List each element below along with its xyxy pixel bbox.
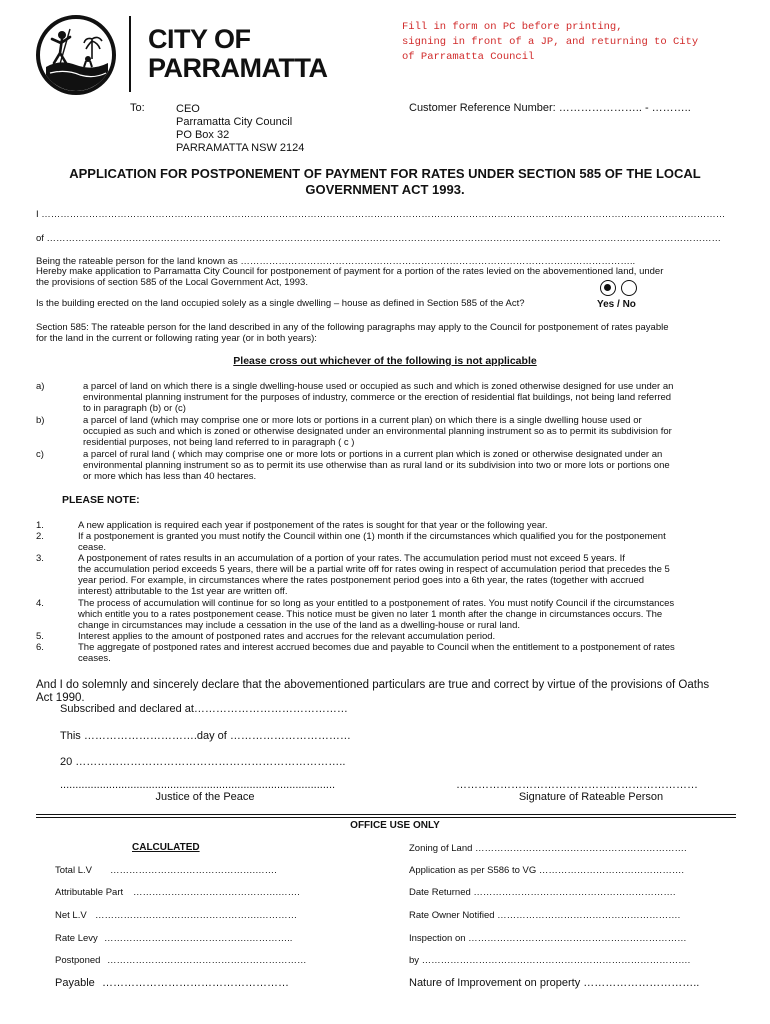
- note-number: 5.: [36, 631, 44, 642]
- note-line: ceases.: [78, 653, 111, 664]
- declaration-text: [36, 679, 736, 705]
- note-number: 1.: [36, 520, 44, 531]
- rateable-caption: Signature of Rateable Person: [518, 791, 664, 803]
- option-line: occupied as such and which is zoned or otherwise designated under an environmental planning instrument so as to permit its subdivision for: [83, 426, 672, 437]
- note-number: 2.: [36, 531, 44, 542]
- zoning-of-land-field[interactable]: Zoning of Land ………………………………………………………….: [409, 843, 687, 854]
- note-line: The process of accumulation will continue for so long as your entitled to a postponement of rates. You must notify Council if the circumstances: [78, 598, 675, 609]
- logo-divider: [129, 16, 131, 92]
- inspection-by-field[interactable]: by ………………………………………………………………………….: [409, 955, 691, 966]
- to-label: To:: [130, 102, 145, 114]
- hereby-text-2: the provisions of section 585 of the Local Government Act, 1993.: [36, 277, 308, 288]
- please-note-heading: PLEASE NOTE:: [62, 494, 140, 506]
- total-lv-label: Total L.V: [55, 865, 92, 876]
- note-item: [78, 598, 736, 631]
- office-use-heading: OFFICE USE ONLY: [350, 820, 440, 831]
- applicant-name-field[interactable]: I ………………………………………………………………………………………………………………………………………………………………………………………………: [36, 209, 726, 220]
- option-line: a parcel of rural land ( which may comprise one or more lots or portions in a current plan which is zoned or otherwise designated under an: [83, 449, 663, 460]
- nature-of-improvement-field[interactable]: Nature of Improvement on property …………………………..: [409, 977, 700, 989]
- address-line: PARRAMATTA NSW 2124: [176, 142, 305, 154]
- net-lv-field[interactable]: …………………………………………….…………: [95, 910, 298, 921]
- instruction-line: of Parramatta Council: [402, 51, 535, 63]
- option-line: a parcel of land on which there is a single dwelling-house used or occupied as such and which is zoned otherwise designed for use under an: [83, 381, 674, 392]
- note-line: the accumulation period exceeds 5 years, there will be a partial write off for rates owing in respect of accumulation period that precedes the 5: [78, 564, 670, 575]
- customer-reference-field[interactable]: Customer Reference Number: ………………….. - ………..: [409, 102, 691, 114]
- divider-bottom: [36, 817, 736, 818]
- council-logo: [36, 15, 116, 95]
- subscribed-at-field[interactable]: Subscribed and declared at……………………………………: [60, 703, 348, 715]
- divider-top: [36, 814, 736, 815]
- total-lv-field[interactable]: ……………………………………….…….: [110, 865, 277, 876]
- option-b-text[interactable]: [83, 415, 735, 448]
- rate-owner-notified-field[interactable]: Rate Owner Notified ………………………………………………….: [409, 910, 681, 921]
- note-line: change in circumstances may include a cessation in the use of the land as a dwelling-house or rural land.: [78, 620, 521, 631]
- note-line: which entitle you to a rates postponement cease. This notice must be given no later 1 month after the change in circumstances occurs. The: [78, 609, 663, 620]
- postponed-label: Postponed: [55, 955, 101, 966]
- option-label-b: b): [36, 415, 45, 426]
- note-item: [78, 531, 736, 553]
- note-number: 6.: [36, 642, 44, 653]
- application-s586-field[interactable]: Application as per S586 to VG ……………………………………….: [409, 865, 685, 876]
- calculated-heading: CALCULATED: [132, 842, 200, 853]
- option-line: environmental planning instrument so as to permit its use otherwise than as rural land or its subdivision into two or more lots or portions one: [83, 460, 670, 471]
- year-field[interactable]: 20 ………………………………………………………………..: [60, 756, 346, 768]
- note-line: Interest applies to the amount of postponed rates and accrues for the relevant accumulation period.: [78, 631, 496, 642]
- declaration-line: And I do solemnly and sincerely declare that the abovementioned particulars are true and correct by virtue of the provisions of Oaths: [36, 679, 710, 691]
- title-line: GOVERNMENT ACT 1993.: [305, 182, 465, 197]
- section-585-text-2: for the land in the current or following rating year (or in both years):: [36, 333, 317, 344]
- jp-caption: Justice of the Peace: [155, 791, 255, 803]
- option-line: environmental planning instrument for the purposes of industry, commerce or the erection of residential flat buildings, not being land referred: [83, 392, 672, 403]
- note-line: The aggregate of postponed rates and interest accrued becomes due and payable to Council when the entitlement to a postponement of rates: [78, 642, 675, 653]
- applicant-address-field[interactable]: of ……………………………………………………………………………………………………………………………………………………………………………………………: [36, 233, 722, 244]
- option-c-text[interactable]: [83, 449, 735, 482]
- logo-city-of: CITY OF: [148, 24, 251, 54]
- option-label-a: a): [36, 381, 45, 392]
- logo-emblem-icon: [40, 19, 112, 91]
- land-known-as-field[interactable]: Being the rateable person for the land known as ……………………………………………………………………………………………………………..: [36, 256, 636, 267]
- no-radio[interactable]: [621, 280, 637, 296]
- note-item: [78, 642, 736, 664]
- title-line: APPLICATION FOR POSTPONEMENT OF PAYMENT FOR RATES UNDER SECTION 585 OF THE LOCAL: [69, 166, 701, 181]
- hereby-text: Hereby make application to Parramatta City Council for postponement of payment for a portion of the rates levied on the abovementioned land, under: [36, 266, 664, 277]
- address-line: CEO: [176, 103, 200, 115]
- note-line: interest) attributable to the 1st year are written off.: [78, 586, 288, 597]
- rateable-signature-line[interactable]: …………………………………………………………: [456, 779, 698, 791]
- postponed-field[interactable]: ………………………………………………………: [107, 955, 307, 966]
- form-title: [20, 166, 750, 198]
- attributable-part-field[interactable]: ……………………………………….…….: [133, 887, 300, 898]
- option-line: a parcel of land (which may comprise one or more lots or portions in a current plan) on which there is a single dwelling house used or: [83, 415, 642, 426]
- note-item: [78, 553, 736, 597]
- note-item: [78, 631, 736, 642]
- section-585-text: Section 585: The rateable person for the land described in any of the following paragraphs may apply to the Council for postponement of rates payable: [36, 322, 669, 333]
- cross-out-heading: Please cross out whichever of the following is not applicable: [233, 355, 537, 367]
- note-line: A new application is required each year if postponement of the rates is sought for that year or the following year.: [78, 520, 548, 531]
- declaration-line: Act 1990.: [36, 692, 85, 704]
- jp-signature-line[interactable]: ..........................................................................................: [60, 780, 336, 791]
- option-line: to in paragraph (b) or (c): [83, 403, 186, 414]
- instruction-line: Fill in form on PC before printing,: [402, 21, 623, 33]
- note-line: If a postponement is granted you must notify the Council within one (1) month if the circumstances which qualified you for the postponement: [78, 531, 666, 542]
- note-line: cease.: [78, 542, 106, 553]
- instruction-note: [402, 20, 752, 65]
- option-label-c: c): [36, 449, 44, 460]
- rate-levy-label: Rate Levy: [55, 933, 98, 944]
- date-day-field[interactable]: This ………………………….day of ……………………………: [60, 730, 351, 742]
- option-a-text[interactable]: [83, 381, 735, 414]
- attributable-part-label: Attributable Part: [55, 887, 124, 898]
- address-line: PO Box 32: [176, 129, 230, 141]
- inspection-on-field[interactable]: Inspection on ……………………………………………………………: [409, 933, 687, 944]
- option-line: residential purposes, not being land referred to in paragraph ( c ): [83, 437, 355, 448]
- note-number: 3.: [36, 553, 44, 564]
- payable-label: Payable: [55, 977, 95, 989]
- date-returned-field[interactable]: Date Returned ……………………………………………………….: [409, 887, 676, 898]
- note-line: A postponement of rates results in an accumulation of a portion of your rates. The accumulation period must not exceed 5 years. If: [78, 553, 625, 564]
- yes-radio[interactable]: [600, 280, 616, 296]
- note-line: year period. For example, in circumstances where the rates postponement period goes into a 6th year, the rates (together with accrued: [78, 575, 645, 586]
- option-line: or more which has less than 40 hectares.: [83, 471, 257, 482]
- dwelling-question: Is the building erected on the land occupied solely as a single dwelling – house as defined in Section 585 of the Act?: [36, 298, 525, 309]
- recipient-address: [176, 103, 304, 155]
- rate-levy-field[interactable]: ……………………………………….…………..: [104, 933, 293, 944]
- payable-field[interactable]: ……………………………………………: [102, 977, 289, 989]
- note-item: [78, 520, 736, 531]
- logo-parramatta: PARRAMATTA: [148, 53, 328, 83]
- note-number: 4.: [36, 598, 44, 609]
- instruction-line: signing in front of a JP, and returning to City: [402, 36, 699, 48]
- net-lv-label: Net L.V: [55, 910, 87, 921]
- address-line: Parramatta City Council: [176, 116, 293, 128]
- yes-no-label: Yes / No: [597, 299, 636, 310]
